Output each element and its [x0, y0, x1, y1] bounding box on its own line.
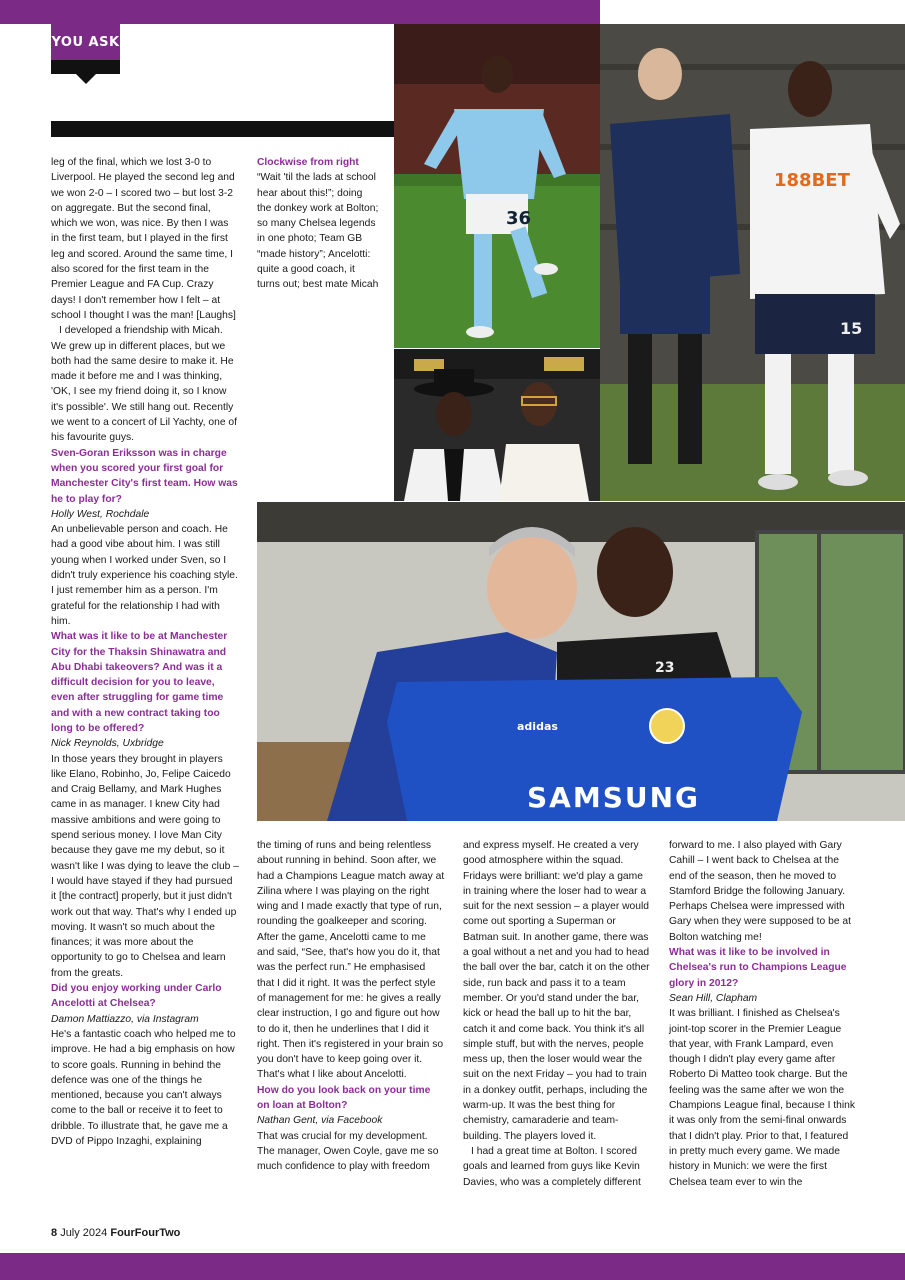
- training-top-number: 23: [655, 660, 675, 676]
- section-tag-arrow: [76, 74, 96, 84]
- col1-para2: I developed a friendship with Micah. We grew up in different places, but we both had the same desire to make it. He made it before me and I was thinking, 'OK, I see my friend doing it, so I know it's possible'. We still hang out. Recently we went to a concert of Lil Yachty, one of his favourite guys.: [51, 325, 238, 444]
- top-accent-bar: [0, 0, 600, 24]
- caption-title: Clockwise from right: [257, 157, 359, 168]
- shirt-sponsor-text: SAMSUNG: [527, 781, 701, 814]
- city-shirt-number: 36: [506, 208, 532, 229]
- answer-bolton-end: forward to me. I also played with Gary Cahill – I went back to Chelsea at the end of the season, then he moved to Stamford Bridge the following January. Perhaps Chelsea were impressed with Gary when they were supposed to be at Bolton watching me!: [669, 840, 852, 943]
- photo-bolton-donkey-work: [600, 24, 905, 501]
- bottom-accent-bar: [0, 1253, 905, 1280]
- answer-bolton-cont: and express myself. He created a very good atmosphere within the squad. Fridays were brilliant: we'd play a game in training where the loser had to wear a suit for the next session – a player would come out sporting a Superman or Batman suit. In another game, there was a goal without a net and you had to head the ball over the bar, catch it on the other side, run back and pass it to a team member. Or you'd stand under the bar, kick or head the ball up to hit the bar, catch it and come back. You think it's all simple stuff, but with the nerves, people mess up, then the loser would wear the suit on the next Friday – you had to train in a donkey outfit, perhaps, including the warm-up. It was the best thing for chemistry, camaraderie and team-building. The players loved it.: [463, 840, 650, 1142]
- bolton-shirt-number: 15: [840, 319, 863, 338]
- answer-ancelotti: He's a fantastic coach who helped me to improve. He had a big emphasis on how to score goals. Running in behind the defence was one of the things he mentioned, because you can't always come to the ball or receive it to feet to dribble. To illustrate that, he gave me a DVD of Pippo Inzaghi, explaining: [51, 1028, 236, 1147]
- question-champions-league: What was it like to be involved in Chelsea's run to Champions League glory in 2012?: [669, 947, 847, 989]
- column-1: [51, 155, 239, 1149]
- photo-caption: [257, 155, 379, 293]
- bolton-para: I had a great time at Bolton. I scored goals and learned from guys like Kevin Davies, who was a completely different: [463, 1145, 641, 1188]
- byline-holly-west: Holly West, Rochdale: [51, 508, 150, 520]
- photo-city-celebration: [394, 24, 600, 348]
- issue-date: July 2024: [60, 1227, 108, 1239]
- byline-damon-mattiazzo: Damon Mattiazzo, via Instagram: [51, 1013, 199, 1025]
- page-number: 8: [51, 1227, 58, 1239]
- header-rule: [51, 121, 394, 137]
- answer-champions-league: It was brilliant. I finished as Chelsea's joint-top scorer in the Premier League that year, with Frank Lampard, even though I didn't play every game after Roberto Di Matteo took charge. But the feeling was the same after we won the Champions League final, because I think it was only from the semi-final onwards that I didn't play. Prior to that, I featured in pretty much every game. We made history in Munich: we were the first Chelsea team ever to win the: [669, 1008, 856, 1188]
- photo-best-mate-micah: [394, 349, 600, 501]
- magazine-name: FourFourTwo: [110, 1227, 181, 1239]
- column-2: [257, 838, 445, 1175]
- question-eriksson: Sven-Goran Eriksson was in charge when you scored your first goal for Manchester City's first team. How was he to play for?: [51, 447, 238, 505]
- answer-eriksson: An unbelievable person and coach. He had a good vibe about him. I was still young when I worked under Sven, so I didn't truly experience his coaching style. I just remember him as a person. I'm grateful for the relationship I had with him.: [51, 524, 238, 627]
- question-bolton: How do you look back on your time on loan at Bolton?: [257, 1084, 431, 1112]
- answer-ancelotti-cont: the timing of runs and being relentless about running in behind. Soon after, we had a Champions League match away at Zilina where I was playing on the right wing and I made exactly that type of run, rounding the goalkeeper and scoring. After the game, Ancelotti came to me and said, “See, that's how you do it, that was the perfect run.” He emphasised that I did it right. It was the perfect style of management for me: he gives a really clear instruction, I go and figure out how to do it, then he underlines that I did it right. Then it's registered in your brain so you don't have to keep going over it. That's what I like about Ancelotti.: [257, 840, 445, 1081]
- page-footer: [51, 1227, 180, 1239]
- question-city-takeovers: What was it like to be at Manchester City for the Thaksin Shinawatra and Abu Dhabi takeovers? And was it a difficult decision for you to leave, even after struggling for game time and with a new contract taking too long to be offered?: [51, 631, 228, 734]
- byline-nathan-gent: Nathan Gent, via Facebook: [257, 1115, 383, 1127]
- photo-ancelotti-shirt: [257, 502, 905, 821]
- column-3: [463, 838, 651, 1190]
- question-ancelotti: Did you enjoy working under Carlo Ancelotti at Chelsea?: [51, 983, 222, 1010]
- shirt-brand-text: adidas: [517, 720, 558, 733]
- bolton-sponsor-text: 188BET: [774, 170, 850, 191]
- col1-intro: leg of the final, which we lost 3-0 to Liverpool. He played the second leg and we won 2-0 – I scored two – but lost 3-2 on aggregate. But the second final, which we won, was nice. By then I was in the first team, but I played in the first leg and scored. Around the same time, I also scored for the first team in the Premier League and FA Cup. Crazy days! I don't remember how I felt – at school I thought I was the man! [Laughs]: [51, 157, 236, 321]
- answer-bolton: That was crucial for my development. The manager, Owen Coyle, gave me so much confidence to play with freedom: [257, 1130, 439, 1173]
- byline-sean-hill: Sean Hill, Clapham: [669, 992, 758, 1004]
- section-tag: YOU ASK: [51, 24, 120, 60]
- section-tag-base: [51, 60, 120, 74]
- caption-text: “Wait 'til the lads at school hear about this!”; doing the donkey work at Bolton; so many Chelsea legends in one photo; Team GB “made history”; Ancelotti: quite a good coach, it turns out; best mate Micah: [257, 172, 379, 291]
- answer-city-takeovers: In those years they brought in players like Elano, Robinho, Jo, Felipe Caicedo and Craig Bellamy, and Mark Hughes came in as manager. I knew City had massive ambitions and were going to spend serious money. I love Man City because they gave me my debut, so it wasn't like I was dying to leave the club – I would have stayed if they had pursued it [the contract] properly, but it just didn't work out that way. That's why I ended up moving. It wasn't so much about the finances; it was more about the opportunity to go to Chelsea and learn from the greats.: [51, 753, 239, 979]
- column-4: [669, 838, 857, 1190]
- byline-nick-reynolds: Nick Reynolds, Uxbridge: [51, 738, 164, 750]
